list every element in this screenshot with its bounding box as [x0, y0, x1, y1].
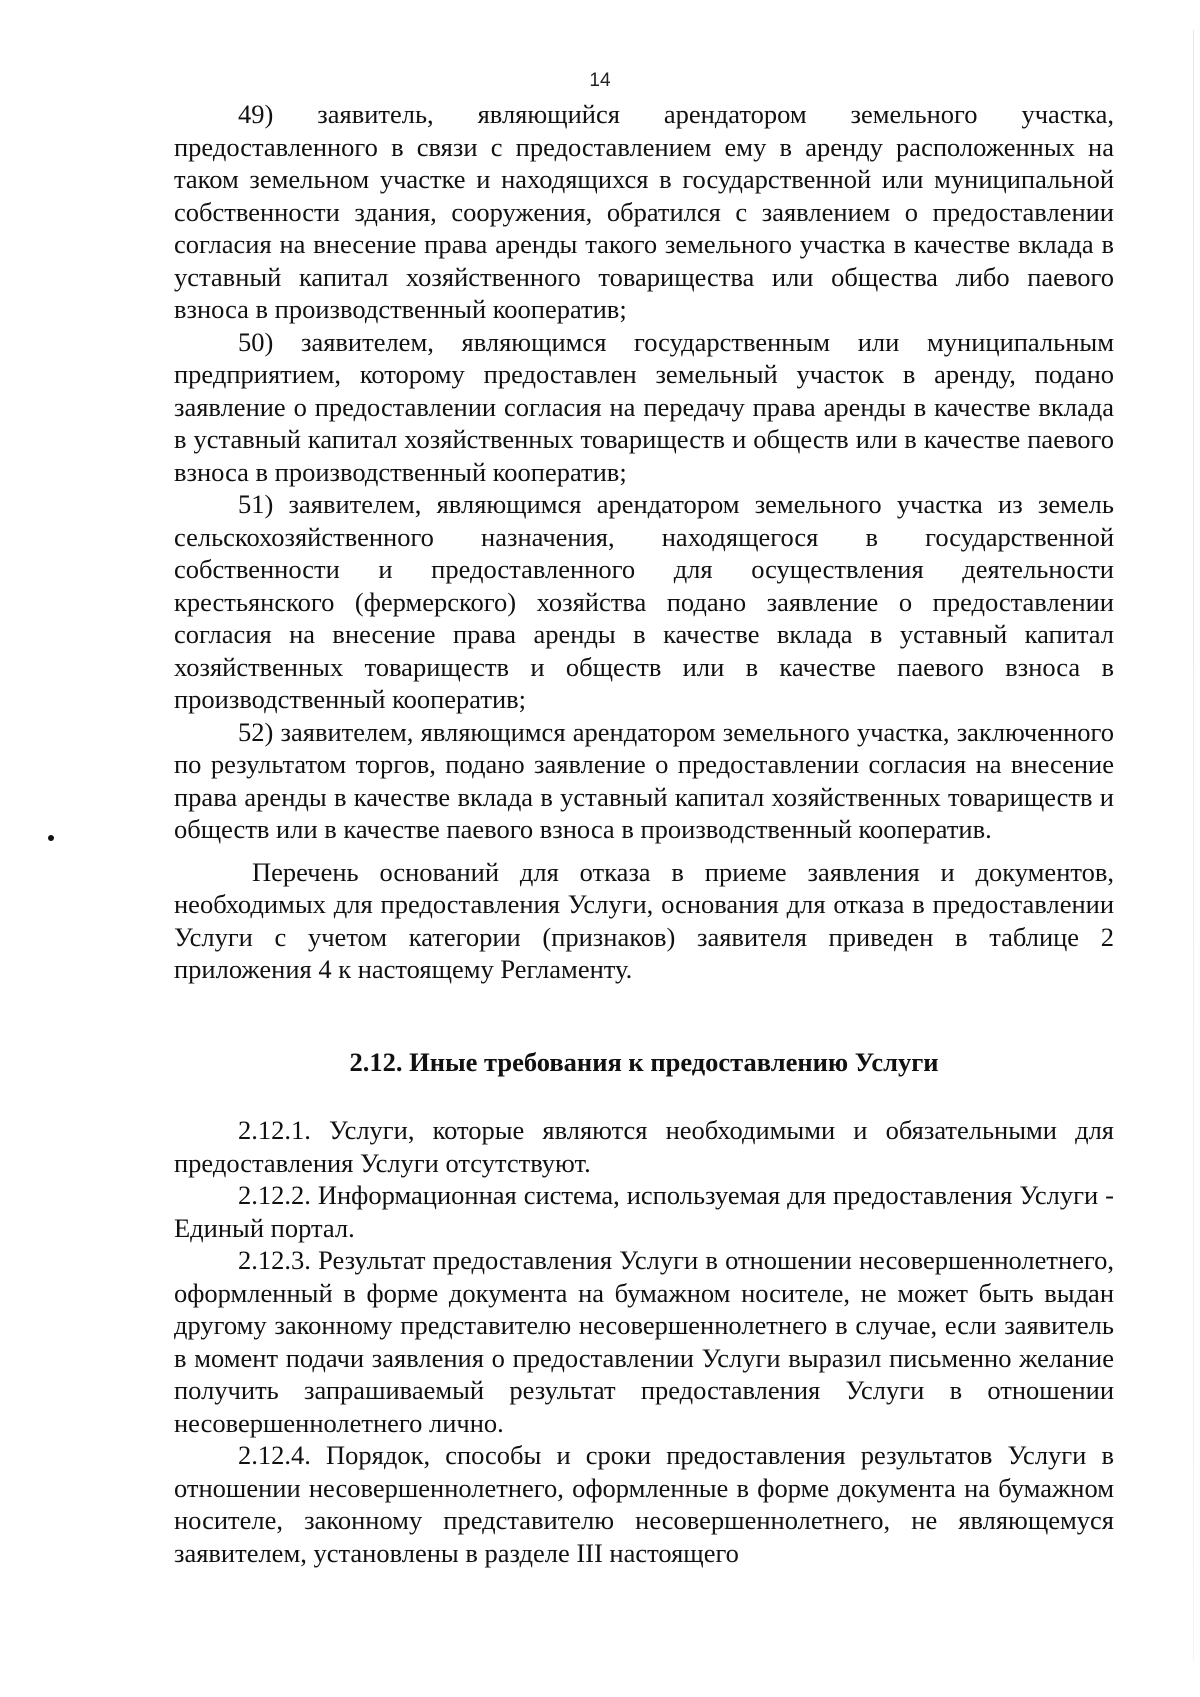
section-heading: 2.12. Иные требования к предоставлению Услуги [349, 1047, 939, 1077]
top-text-block [174, 98, 1114, 986]
paragraph-2-12-4: 2.12.4. Порядок, способы и сроки предоставления результатов Услуги в отношении несовершеннолетнего, оформленные в форме документа на бумажном носителе, законному представителю несовершеннолетнего, не являющемуся заявителем, установлены в разделе III настоящего [174, 1440, 1114, 1568]
paragraph-item-51: 51) заявителем, являющимся арендатором земельного участка из земель сельскохозяйственного назначения, находящегося в государственной собственности и предоставленного для осуществления деятельности крестьянского (фермерского) хозяйства подано заявление о предоставлении согласия на внесение права аренды в качестве вклада в уставный капитал хозяйственных товариществ и обществ или в качестве паевого взноса в производственный кооператив; [174, 489, 1114, 714]
scan-edge-line [1193, 30, 1194, 1660]
paragraph-item-49: 49) заявитель, являющийся арендатором земельного участка, предоставленного в связи с предоставлением ему в аренду расположенных на таком земельном участке и находящихся в государственной или муниципальной собственности здания, сооружения, обратился с заявлением о предоставлении согласия на внесение права аренды такого земельного участка в качестве вклада в уставный капитал хозяйственного товарищества или общества либо паевого взноса в производственный кооператив; [174, 99, 1114, 324]
page-number: 14 [589, 70, 611, 91]
scan-dot-mark [48, 835, 54, 841]
paragraph-2-12-1: 2.12.1. Услуги, которые являются необходимыми и обязательными для предоставления Услуги отсутствуют. [174, 1115, 1114, 1178]
paragraph-refusal-grounds: Перечень оснований для отказа в приеме заявления и документов, необходимых для предоставления Услуги, основания для отказа в предоставлении Услуги с учетом категории (признаков) заявителя приведен в таблице 2 приложения 4 к настоящему Регламенту. [174, 856, 1114, 984]
paragraph-item-50: 50) заявителем, являющимся государственным или муниципальным предприятием, которому предоставлен земельный участок в аренду, подано заявление о предоставлении согласия на передачу права аренды в качестве вклада в уставный капитал хозяйственных товариществ и обществ или в качестве паевого взноса в производственный кооператив; [174, 326, 1114, 487]
paragraph-2-12-3: 2.12.3. Результат предоставления Услуги в отношении несовершеннолетнего, оформленный в форме документа на бумажном носителе, не может быть выдан другому законному представителю несовершеннолетнего в случае, если заявитель в момент подачи заявления о предоставлении Услуги выразил письменно желание получить запрашиваемый результат предоставления Услуги в отношении несовершеннолетнего лично. [174, 1245, 1114, 1438]
bottom-text-block [174, 1114, 1114, 1569]
paragraph-2-12-2: 2.12.2. Информационная система, используемая для предоставления Услуги - Единый портал. [174, 1180, 1114, 1243]
paragraph-item-52: 52) заявителем, являющимся арендатором земельного участка, заключенного по результатом торгов, подано заявление о предоставлении согласия на внесение права аренды в качестве вклада в уставный капитал хозяйственных товариществ и обществ или в качестве паевого взноса в производственный кооператив. [174, 716, 1114, 844]
